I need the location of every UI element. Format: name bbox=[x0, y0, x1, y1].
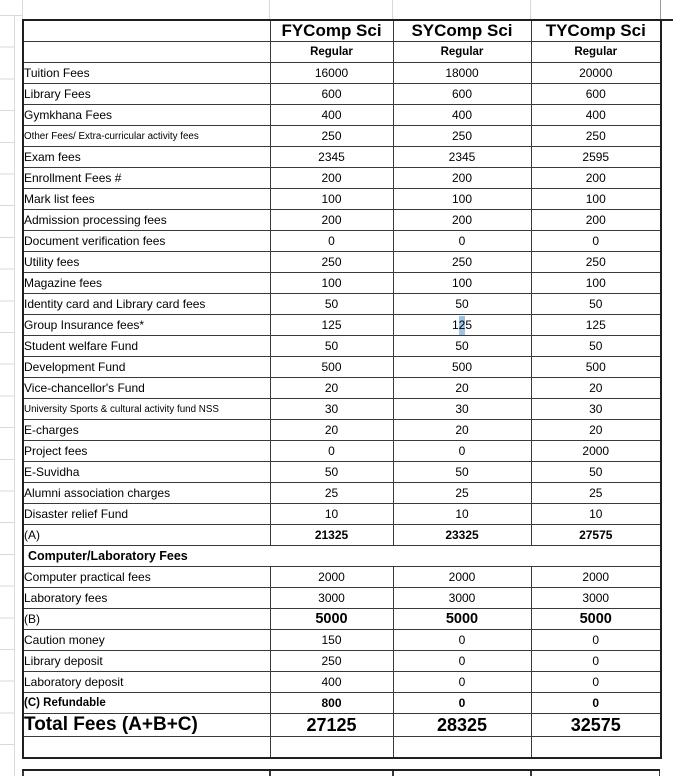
fee-value-cell[interactable]: 400 bbox=[531, 105, 661, 126]
table-row bbox=[23, 147, 661, 168]
table-row bbox=[23, 63, 661, 84]
fee-value-cell[interactable]: 0 bbox=[393, 630, 531, 651]
fee-value-cell[interactable]: 3000 bbox=[393, 588, 531, 609]
fee-value-cell[interactable]: 27125 bbox=[270, 714, 393, 737]
section-header-cell[interactable]: Computer/Laboratory Fees bbox=[23, 546, 661, 567]
fee-value-cell[interactable]: 23325 bbox=[393, 525, 531, 546]
fee-value-cell[interactable]: 2345 bbox=[393, 147, 531, 168]
table-row bbox=[23, 315, 661, 336]
fee-label-cell[interactable]: Other Fees/ Extra-curricular activity fees bbox=[23, 126, 270, 147]
fee-label-cell[interactable]: Disaster relief Fund bbox=[23, 504, 270, 525]
corner-cell[interactable] bbox=[23, 20, 270, 42]
fee-value-cell[interactable]: 400 bbox=[393, 105, 531, 126]
fee-label-cell[interactable]: E-charges bbox=[23, 420, 270, 441]
fee-label-cell[interactable]: Identity card and Library card fees bbox=[23, 294, 270, 315]
column-gridline-stub bbox=[660, 0, 661, 19]
gridline bbox=[22, 771, 24, 776]
fee-value-cell[interactable]: 10 bbox=[531, 504, 661, 525]
fee-label-cell[interactable]: (B) bbox=[23, 609, 270, 630]
column-gridline-stub bbox=[530, 0, 531, 19]
fee-label-cell[interactable]: Library Fees bbox=[23, 84, 270, 105]
table-row bbox=[23, 525, 661, 546]
subheader-regular[interactable]: Regular bbox=[531, 42, 661, 63]
table-row bbox=[23, 168, 661, 189]
fee-value-cell[interactable]: 0 bbox=[393, 441, 531, 462]
top-horizontal-gridline bbox=[0, 15, 22, 16]
table-row bbox=[23, 609, 661, 630]
fee-value-cell[interactable]: 0 bbox=[531, 630, 661, 651]
fee-value-cell[interactable]: 500 bbox=[270, 357, 393, 378]
value-text: 1 bbox=[451, 317, 459, 332]
fee-value-cell[interactable]: 0 bbox=[393, 231, 531, 252]
gutter-vertical-gridline bbox=[14, 15, 15, 776]
table-row bbox=[23, 84, 661, 105]
fee-value-cell[interactable]: 2000 bbox=[393, 567, 531, 588]
fee-label-cell[interactable]: Total Fees (A+B+C) bbox=[23, 714, 270, 737]
fee-label-cell[interactable]: Vice-chancellor's Fund bbox=[23, 378, 270, 399]
fee-label-cell[interactable]: Admission processing fees bbox=[23, 210, 270, 231]
fee-value-cell[interactable]: 600 bbox=[393, 84, 531, 105]
fee-value-cell[interactable]: 20 bbox=[270, 420, 393, 441]
fee-value-cell[interactable]: 200 bbox=[270, 168, 393, 189]
fee-value-cell[interactable]: 0 bbox=[393, 693, 531, 714]
fee-value-cell[interactable]: 50 bbox=[270, 294, 393, 315]
fee-table-body bbox=[23, 63, 661, 758]
fee-value-cell[interactable]: 150 bbox=[270, 630, 393, 651]
fee-value-cell[interactable]: 100 bbox=[270, 189, 393, 210]
table-row bbox=[23, 231, 661, 252]
fee-value-cell[interactable]: 50 bbox=[393, 462, 531, 483]
clipped-bottom-row bbox=[22, 769, 660, 776]
fee-value-cell[interactable]: 30 bbox=[393, 399, 531, 420]
fee-value-cell[interactable]: 20 bbox=[393, 378, 531, 399]
fee-value-cell[interactable] bbox=[393, 315, 531, 336]
fee-value-cell[interactable]: 500 bbox=[393, 357, 531, 378]
column-gridline-stub bbox=[392, 0, 393, 19]
fee-value-cell[interactable]: 100 bbox=[270, 273, 393, 294]
table-row bbox=[23, 189, 661, 210]
fee-value-cell[interactable]: 10 bbox=[393, 504, 531, 525]
fee-value-cell[interactable]: 2000 bbox=[270, 567, 393, 588]
row-gutter-gridlines bbox=[0, 15, 14, 776]
header-row bbox=[23, 20, 661, 42]
fee-label-cell[interactable]: Laboratory deposit bbox=[23, 672, 270, 693]
fee-value-cell[interactable] bbox=[393, 737, 531, 758]
fee-value-cell[interactable]: 50 bbox=[393, 294, 531, 315]
fee-label-cell[interactable]: Gymkhana Fees bbox=[23, 105, 270, 126]
fee-value-cell[interactable]: 0 bbox=[531, 693, 661, 714]
fee-value-cell[interactable]: 100 bbox=[531, 189, 661, 210]
fee-label-cell[interactable]: Project fees bbox=[23, 441, 270, 462]
fee-value-cell[interactable]: 800 bbox=[270, 693, 393, 714]
fee-value-cell[interactable]: 20 bbox=[393, 420, 531, 441]
fee-value-cell[interactable]: 5000 bbox=[270, 609, 393, 630]
fee-value-cell[interactable] bbox=[531, 737, 661, 758]
fee-value-cell[interactable]: 5000 bbox=[531, 609, 661, 630]
table-row bbox=[23, 737, 661, 758]
column-gridline-stub bbox=[269, 0, 270, 19]
fee-value-cell[interactable]: 250 bbox=[393, 126, 531, 147]
fee-value-cell[interactable]: 0 bbox=[393, 672, 531, 693]
fee-label-cell[interactable]: Computer practical fees bbox=[23, 567, 270, 588]
fee-value-cell[interactable]: 25 bbox=[393, 483, 531, 504]
table-row bbox=[23, 441, 661, 462]
fee-label-cell[interactable]: Enrollment Fees # bbox=[23, 168, 270, 189]
fee-value-cell[interactable]: 25 bbox=[270, 483, 393, 504]
table-row bbox=[23, 294, 661, 315]
fee-value-cell[interactable]: 20 bbox=[531, 420, 661, 441]
fee-value-cell[interactable]: 3000 bbox=[270, 588, 393, 609]
fee-value-cell[interactable]: 28325 bbox=[393, 714, 531, 737]
fee-value-cell[interactable]: 250 bbox=[270, 252, 393, 273]
table-row bbox=[23, 588, 661, 609]
table-row bbox=[23, 357, 661, 378]
fee-label-cell[interactable]: Alumni association charges bbox=[23, 483, 270, 504]
fee-label-cell[interactable]: E-Suvidha bbox=[23, 462, 270, 483]
fee-value-cell[interactable]: 400 bbox=[270, 105, 393, 126]
fee-label-cell[interactable]: Development Fund bbox=[23, 357, 270, 378]
table-row bbox=[23, 273, 661, 294]
table-row bbox=[23, 630, 661, 651]
fee-value-cell[interactable]: 200 bbox=[393, 210, 531, 231]
table-row bbox=[23, 105, 661, 126]
fee-table bbox=[22, 19, 662, 759]
fee-value-cell[interactable]: 2595 bbox=[531, 147, 661, 168]
fee-value-cell[interactable]: 250 bbox=[531, 126, 661, 147]
fee-value-cell[interactable]: 100 bbox=[393, 189, 531, 210]
gridline bbox=[659, 771, 661, 776]
fee-label-cell[interactable]: Laboratory fees bbox=[23, 588, 270, 609]
selected-text-highlight: 2 bbox=[459, 316, 466, 335]
fee-value-cell[interactable]: 21325 bbox=[270, 525, 393, 546]
column-header-fycomp-sci[interactable]: FYComp Sci bbox=[270, 20, 393, 42]
fee-value-cell[interactable]: 200 bbox=[393, 168, 531, 189]
fee-value-cell[interactable]: 250 bbox=[531, 252, 661, 273]
fee-value-cell[interactable]: 100 bbox=[531, 273, 661, 294]
table-row bbox=[23, 567, 661, 588]
column-gridline-stub bbox=[22, 0, 23, 19]
fee-value-cell[interactable]: 3000 bbox=[531, 588, 661, 609]
fee-value-cell[interactable]: 125 bbox=[531, 315, 661, 336]
fee-value-cell[interactable]: 0 bbox=[270, 441, 393, 462]
fee-label-cell[interactable]: Magazine fees bbox=[23, 273, 270, 294]
subheader-regular[interactable]: Regular bbox=[393, 42, 531, 63]
fee-value-cell[interactable]: 50 bbox=[531, 336, 661, 357]
subheader-row bbox=[23, 42, 661, 63]
fee-value-cell[interactable]: 50 bbox=[531, 294, 661, 315]
fee-value-cell[interactable]: 5000 bbox=[393, 609, 531, 630]
gridline bbox=[269, 771, 271, 776]
column-header-tycomp-sci[interactable]: TYComp Sci bbox=[531, 20, 661, 42]
gridline bbox=[530, 771, 532, 776]
fee-value-cell[interactable]: 250 bbox=[393, 252, 531, 273]
corner-cell[interactable] bbox=[23, 42, 270, 63]
fee-label-cell[interactable]: Library deposit bbox=[23, 651, 270, 672]
fee-label-cell[interactable]: Utility fees bbox=[23, 252, 270, 273]
fee-value-cell[interactable] bbox=[270, 737, 393, 758]
fee-value-cell[interactable]: 0 bbox=[393, 651, 531, 672]
gridline bbox=[392, 771, 394, 776]
table-row bbox=[23, 399, 661, 420]
fee-value-cell[interactable]: 250 bbox=[270, 126, 393, 147]
table-row bbox=[23, 483, 661, 504]
fee-value-cell[interactable]: 50 bbox=[393, 336, 531, 357]
table-row bbox=[23, 420, 661, 441]
fee-value-cell[interactable]: 18000 bbox=[393, 63, 531, 84]
table-row bbox=[23, 672, 661, 693]
fee-label-cell[interactable]: Document verification fees bbox=[23, 231, 270, 252]
table-row bbox=[23, 336, 661, 357]
table-row bbox=[23, 546, 661, 567]
fee-value-cell[interactable]: 10 bbox=[270, 504, 393, 525]
fee-value-cell[interactable]: 0 bbox=[531, 672, 661, 693]
fee-value-cell[interactable]: 600 bbox=[270, 84, 393, 105]
table-row bbox=[23, 252, 661, 273]
fee-value-cell[interactable]: 200 bbox=[531, 210, 661, 231]
table-row bbox=[23, 504, 661, 525]
fee-value-cell[interactable]: 50 bbox=[531, 462, 661, 483]
fee-value-cell[interactable]: 2000 bbox=[531, 567, 661, 588]
fee-value-cell[interactable]: 27575 bbox=[531, 525, 661, 546]
table-row bbox=[23, 126, 661, 147]
fee-value-cell[interactable]: 20000 bbox=[531, 63, 661, 84]
fee-value-cell[interactable]: 600 bbox=[531, 84, 661, 105]
fee-value-cell[interactable]: 50 bbox=[270, 336, 393, 357]
fee-value-cell[interactable]: 2000 bbox=[531, 441, 661, 462]
fee-label-cell[interactable]: Group Insurance fees* bbox=[23, 315, 270, 336]
column-header-sycomp-sci[interactable]: SYComp Sci bbox=[393, 20, 531, 42]
fee-value-cell[interactable]: 2345 bbox=[270, 147, 393, 168]
value-text: 5 bbox=[465, 317, 473, 332]
fee-label-cell[interactable]: Exam fees bbox=[23, 147, 270, 168]
fee-value-cell[interactable]: 0 bbox=[531, 231, 661, 252]
fee-label-cell[interactable]: Caution money bbox=[23, 630, 270, 651]
fee-value-cell[interactable]: 200 bbox=[270, 210, 393, 231]
fee-value-cell[interactable]: 500 bbox=[531, 357, 661, 378]
subheader-regular[interactable]: Regular bbox=[270, 42, 393, 63]
fee-value-cell[interactable]: 200 bbox=[531, 168, 661, 189]
fee-label-cell[interactable]: (A) bbox=[23, 525, 270, 546]
fee-value-cell[interactable]: 30 bbox=[531, 399, 661, 420]
table-row bbox=[23, 210, 661, 231]
fee-value-cell[interactable]: 20 bbox=[270, 378, 393, 399]
fee-label-cell[interactable]: University Sports & cultural activity fund NSS bbox=[23, 399, 270, 420]
fee-value-cell[interactable]: 16000 bbox=[270, 63, 393, 84]
fee-label-cell[interactable] bbox=[23, 737, 270, 758]
fee-value-cell[interactable]: 25 bbox=[531, 483, 661, 504]
fee-label-cell[interactable]: Tuition Fees bbox=[23, 63, 270, 84]
fee-value-cell[interactable]: 50 bbox=[270, 462, 393, 483]
fee-value-cell[interactable]: 30 bbox=[270, 399, 393, 420]
table-row bbox=[23, 462, 661, 483]
table-row bbox=[23, 714, 661, 737]
fee-value-cell[interactable]: 0 bbox=[270, 231, 393, 252]
fee-value-cell[interactable]: 32575 bbox=[531, 714, 661, 737]
fee-label-cell[interactable]: Student welfare Fund bbox=[23, 336, 270, 357]
fee-label-cell[interactable]: (C) Refundable bbox=[23, 693, 270, 714]
fee-value-cell[interactable]: 20 bbox=[531, 378, 661, 399]
table-row bbox=[23, 693, 661, 714]
fee-value-cell[interactable]: 125 bbox=[270, 315, 393, 336]
fee-value-cell[interactable]: 0 bbox=[531, 651, 661, 672]
fee-value-cell[interactable]: 100 bbox=[393, 273, 531, 294]
fee-value-cell[interactable]: 250 bbox=[270, 651, 393, 672]
table-row bbox=[23, 378, 661, 399]
fee-value-cell[interactable]: 400 bbox=[270, 672, 393, 693]
fee-label-cell[interactable]: Mark list fees bbox=[23, 189, 270, 210]
table-row bbox=[23, 651, 661, 672]
